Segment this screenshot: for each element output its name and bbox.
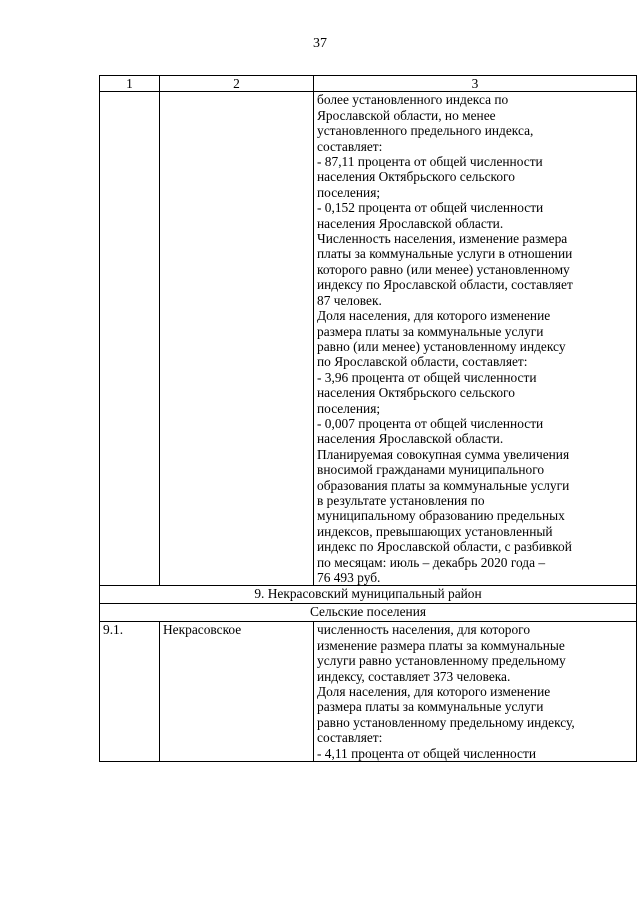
description-line: по месяцам: июль – декабрь 2020 года –	[317, 554, 546, 570]
table-row-entry	[100, 622, 637, 762]
row-description-cell	[314, 92, 637, 586]
description-line: поселения;	[317, 184, 381, 200]
description-line: населения Октябрьского сельского	[317, 169, 515, 185]
description-line: - 4,11 процента от общей численности	[317, 745, 537, 761]
description-line: населения Ярославской области.	[317, 431, 504, 447]
description-line: Ярославской области, но менее	[317, 107, 496, 123]
description-line: 87 человек.	[317, 292, 382, 308]
description-line: муниципальному образованию предельных	[317, 508, 565, 524]
description-line: равно (или менее) установленному индексу	[317, 338, 566, 354]
column-number-header: 1	[100, 76, 160, 92]
subsection-heading: Сельские поселения	[100, 604, 637, 622]
description-line: Планируемая совокупная сумма увеличения	[317, 446, 570, 462]
description-line: изменение размера платы за коммунальные	[317, 637, 565, 653]
description-line: по Ярославской области, составляет:	[317, 354, 528, 370]
description-line: Численность населения, изменение размера	[317, 231, 568, 247]
table-header-row	[100, 76, 637, 92]
row-name-cell	[160, 92, 314, 586]
description-line: равно установленному предельному индексу,	[317, 714, 575, 730]
description-line: населения Ярославской области.	[317, 215, 504, 231]
description-line: услуги равно установленному предельному	[317, 653, 566, 669]
description-line: поселения;	[317, 400, 381, 416]
page-number: 37	[313, 36, 327, 51]
district-heading-row	[100, 586, 637, 604]
description-line: составляет:	[317, 138, 383, 154]
description-line: Доля населения, для которого изменение	[317, 308, 551, 324]
description-line: размера платы за коммунальные услуги	[317, 699, 544, 715]
column-description-header: 3	[314, 76, 637, 92]
district-heading: 9. Некрасовский муниципальный район	[100, 586, 637, 604]
row-description-cell	[314, 622, 637, 762]
description-line: индексов, превышающих установленный	[317, 523, 553, 539]
description-line: более установленного индекса по	[317, 92, 509, 108]
description-line: индексу по Ярославской области, составляет	[317, 277, 573, 293]
description-line: Доля населения, для которого изменение	[317, 684, 551, 700]
data-table	[99, 75, 637, 762]
description-line: индексу, составляет 373 человека.	[317, 668, 511, 684]
description-line: размера платы за коммунальные услуги	[317, 323, 544, 339]
description-line: платы за коммунальные услуги в отношении	[317, 246, 573, 262]
description-line: образования платы за коммунальные услуги	[317, 477, 570, 493]
table-row-continuation	[100, 92, 637, 586]
row-number-cell: 9.1.	[100, 622, 160, 762]
description-line: - 3,96 процента от общей численности	[317, 369, 537, 385]
description-line: вносимой гражданами муниципального	[317, 462, 545, 478]
description-line: составляет:	[317, 730, 383, 746]
subsection-heading-row	[100, 604, 637, 622]
description-line: в результате установления по	[317, 492, 485, 508]
description-line: - 0,152 процента от общей численности	[317, 200, 544, 216]
row-number-cell	[100, 92, 160, 586]
description-line: - 87,11 процента от общей численности	[317, 154, 543, 170]
description-line: населения Октябрьского сельского	[317, 385, 515, 401]
description-line: которого равно (или менее) установленному	[317, 261, 570, 277]
row-name-cell: Некрасовское	[160, 622, 314, 762]
description-line: - 0,007 процента от общей численности	[317, 415, 544, 431]
column-name-header: 2	[160, 76, 314, 92]
description-line: индекс по Ярославской области, с разбивкой	[317, 539, 572, 555]
description-line: установленного предельного индекса,	[317, 123, 534, 139]
description-line: 76 493 руб.	[317, 570, 381, 585]
description-line: численность населения, для которого	[317, 622, 531, 638]
